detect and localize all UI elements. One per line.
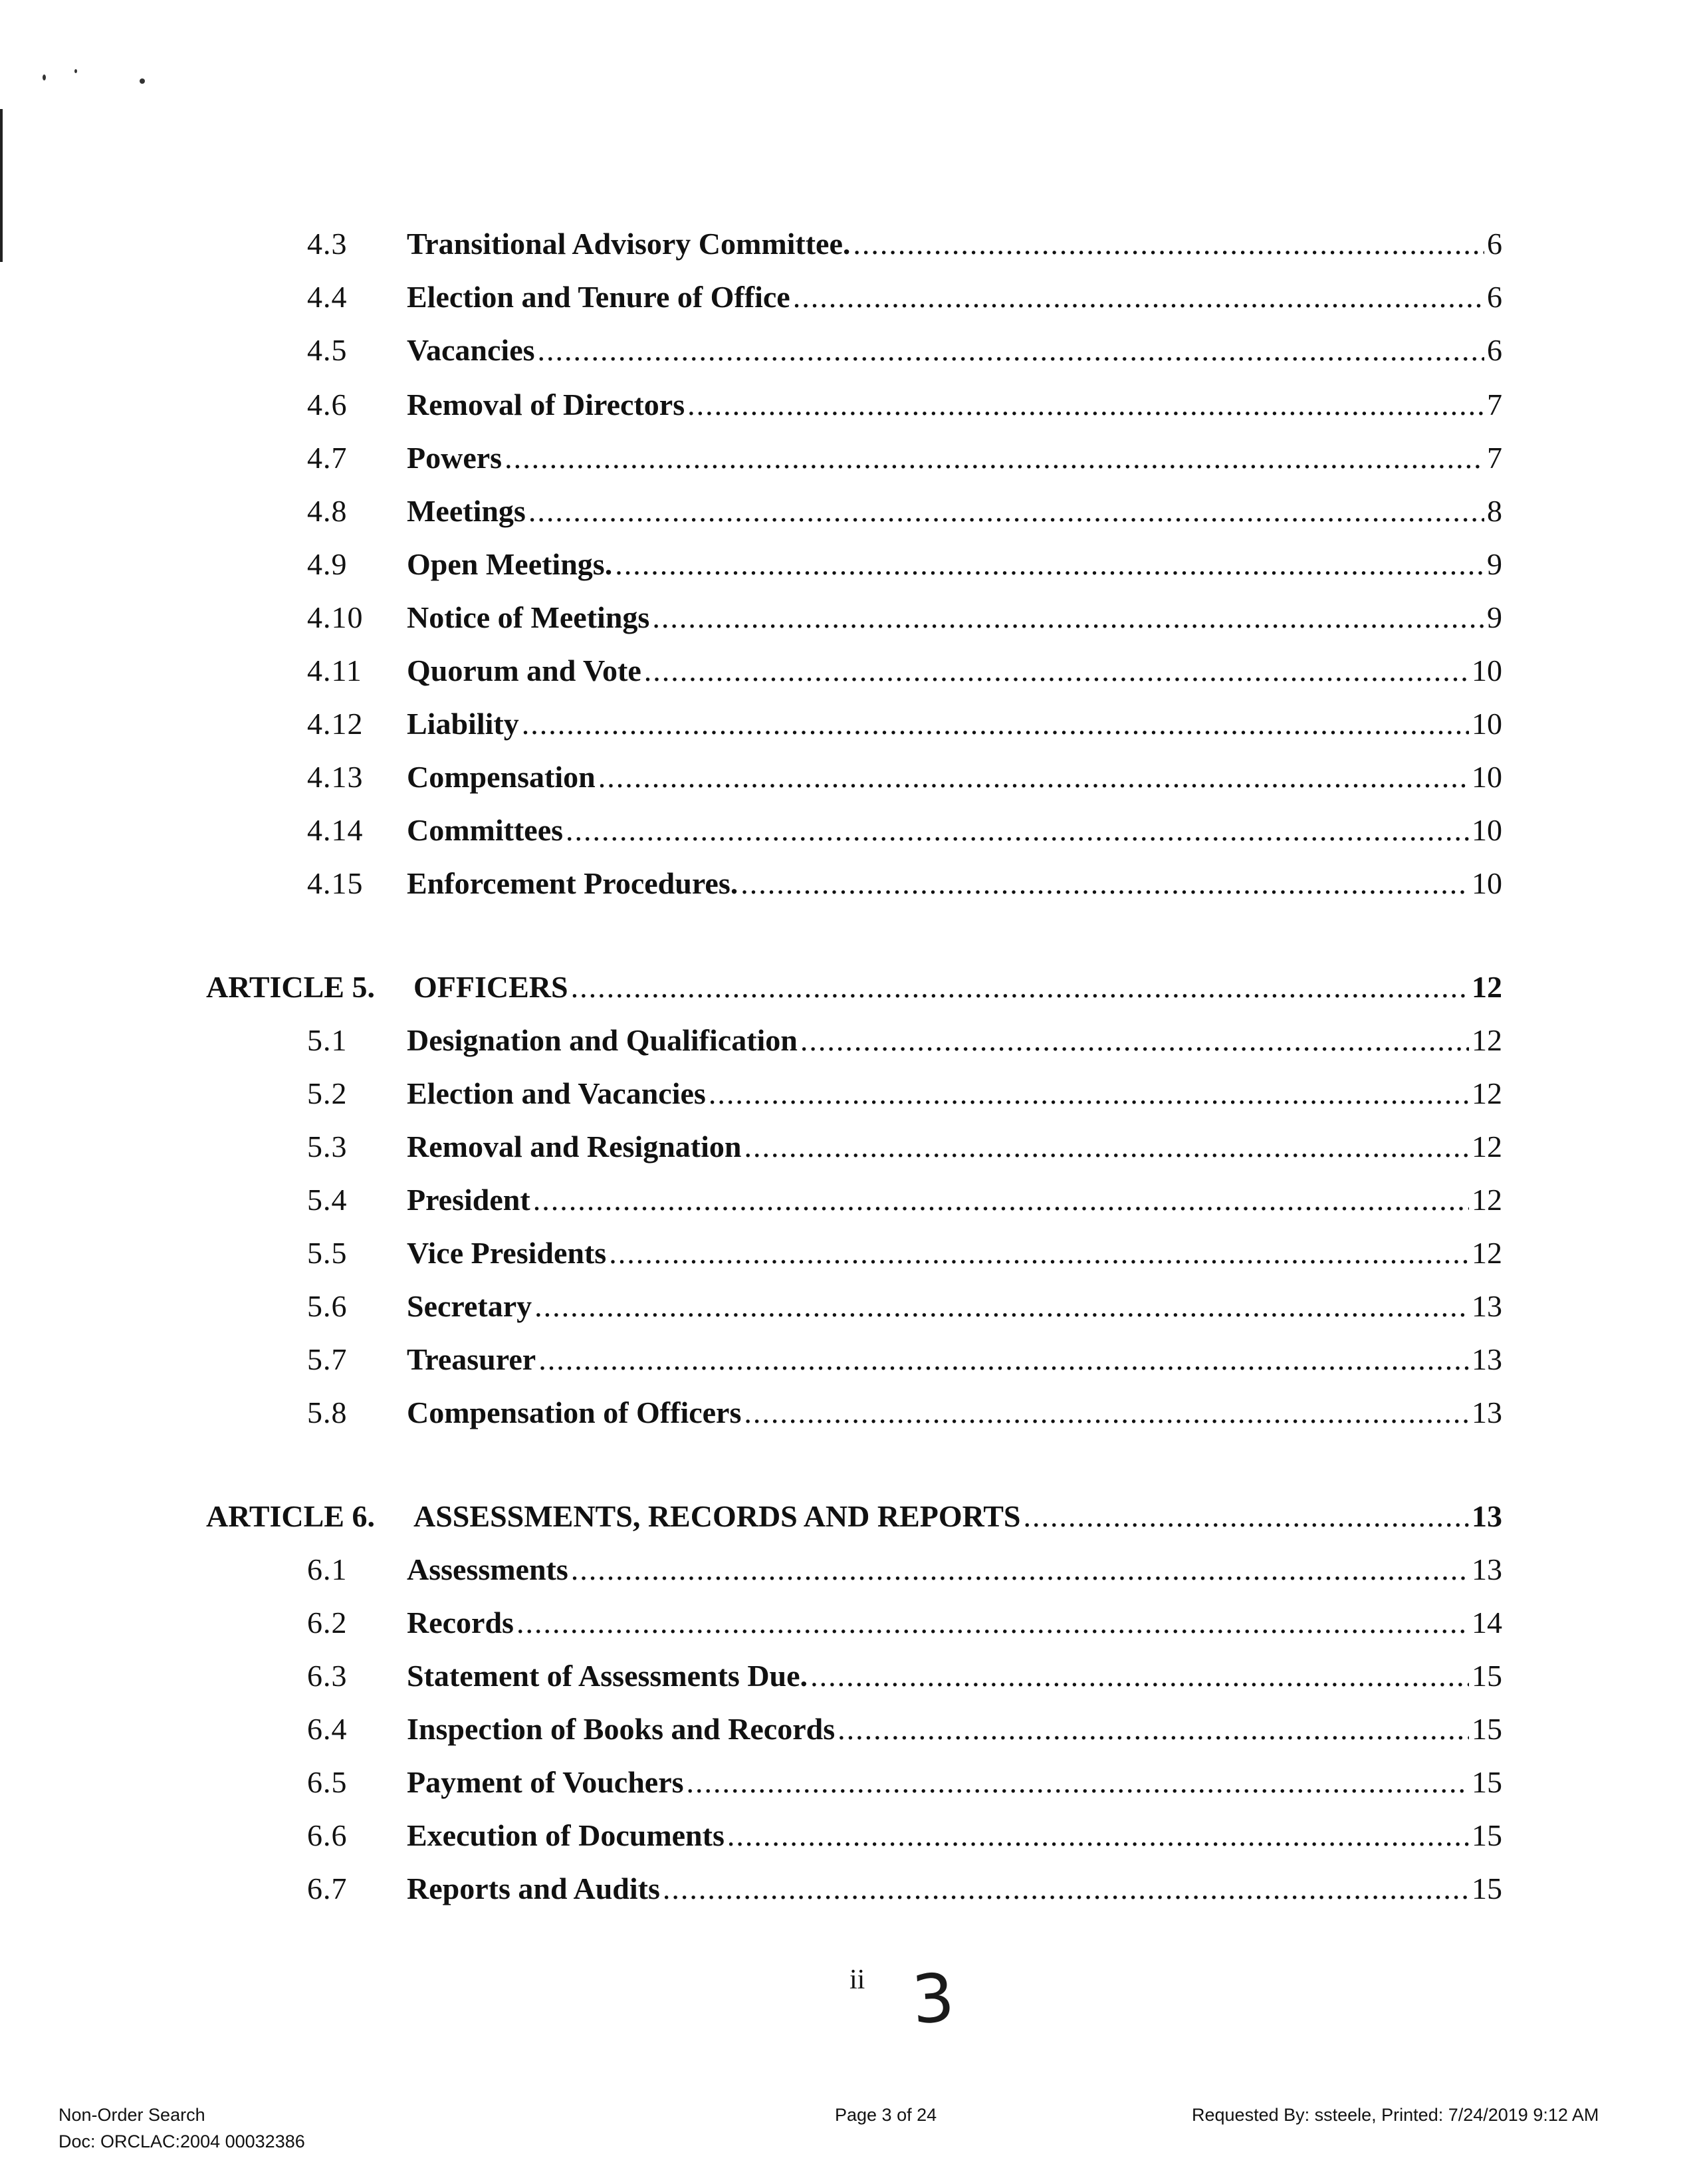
toc-entry-title: Transitional Advisory Committee.	[407, 227, 851, 261]
toc-section-row	[0, 541, 1691, 588]
dot-leader	[538, 327, 1484, 374]
toc-page-number: 6	[1487, 333, 1502, 367]
toc-page-number: 10	[1472, 813, 1502, 847]
dot-leader	[800, 1017, 1469, 1064]
toc-section-number: 4.4	[307, 280, 348, 314]
toc-page-number: 6	[1487, 280, 1502, 314]
toc-entry-title: Secretary	[407, 1289, 532, 1323]
toc-section-row	[0, 1283, 1691, 1330]
toc-section-row	[0, 807, 1691, 854]
toc-page-number: 13	[1472, 1289, 1502, 1323]
toc-section-number: 4.12	[307, 707, 364, 741]
footer-page-of: Page 3 of 24	[835, 2105, 937, 2125]
toc-section-number: 6.6	[307, 1818, 348, 1852]
dot-leader	[516, 1600, 1469, 1646]
toc-section-row	[0, 1600, 1691, 1646]
toc-section-number: 4.13	[307, 760, 364, 794]
toc-section-row	[0, 1070, 1691, 1117]
toc-section-number: 6.2	[307, 1606, 348, 1639]
toc-entry-title: Treasurer	[407, 1342, 536, 1376]
toc-section-number: 4.9	[307, 547, 348, 581]
dot-leader	[1024, 1493, 1469, 1540]
toc-entry-title: Liability	[407, 707, 519, 741]
toc-page-number: 15	[1472, 1659, 1502, 1693]
toc-entry-title: Assessments	[407, 1552, 568, 1586]
toc-section-row	[0, 754, 1691, 800]
toc-entry-title: President	[407, 1183, 530, 1217]
toc-section-number: 5.4	[307, 1183, 348, 1217]
toc-section-number: 4.15	[307, 866, 364, 900]
toc-section-number: 5.7	[307, 1342, 348, 1376]
toc-section-row	[0, 1230, 1691, 1276]
toc-section-row	[0, 435, 1691, 481]
dot-leader	[853, 221, 1484, 267]
toc-section-number: 5.5	[307, 1236, 348, 1270]
scan-speck	[43, 74, 46, 80]
toc-entry-title: Execution of Documents	[407, 1818, 725, 1852]
dot-leader	[505, 435, 1484, 481]
toc-section-row	[0, 1177, 1691, 1223]
toc-section-number: 4.14	[307, 813, 364, 847]
toc-section-row	[0, 1390, 1691, 1436]
toc-page-number: 12	[1472, 1236, 1502, 1270]
toc-entry-title: Vacancies	[407, 333, 535, 367]
dot-leader	[810, 1653, 1469, 1699]
toc-section-row	[0, 1546, 1691, 1593]
toc-page-number: 15	[1472, 1712, 1502, 1746]
toc-page-number: 9	[1487, 600, 1502, 634]
toc-page-number: 15	[1472, 1818, 1502, 1852]
toc-section-row	[0, 221, 1691, 267]
dot-leader	[727, 1812, 1469, 1859]
toc-entry-title: Payment of Vouchers	[407, 1765, 684, 1799]
footer-doc-id: Doc: ORCLAC:2004 00032386	[58, 2131, 305, 2151]
toc-entry-title: Records	[407, 1606, 514, 1639]
toc-entry-title: Meetings	[407, 494, 526, 528]
toc-page-number: 7	[1487, 441, 1502, 475]
toc-section-row	[0, 1706, 1691, 1753]
scan-speck	[74, 69, 77, 73]
toc-section-number: 4.5	[307, 333, 348, 367]
toc-page-number: 13	[1472, 1395, 1502, 1429]
toc-page-number: 12	[1472, 1023, 1502, 1057]
toc-section-number: 4.3	[307, 227, 348, 261]
handwritten-page-number: 3	[909, 1958, 957, 2040]
toc-section-row	[0, 1866, 1691, 1912]
toc-article-number: ARTICLE 6.	[206, 1499, 375, 1533]
dot-leader	[663, 1866, 1469, 1912]
toc-section-row	[0, 1017, 1691, 1064]
toc-entry-title: Removal and Resignation	[407, 1130, 742, 1163]
dot-leader	[598, 754, 1469, 800]
toc-entry-title: Committees	[407, 813, 564, 847]
page-folio: ii	[849, 1965, 865, 1995]
toc-section-number: 4.10	[307, 600, 364, 634]
toc-page-number: 12	[1472, 970, 1502, 1004]
toc-page-number: 12	[1472, 1183, 1502, 1217]
dot-leader	[566, 807, 1469, 854]
toc-section-row	[0, 860, 1691, 907]
toc-section-number: 6.4	[307, 1712, 348, 1746]
toc-entry-title: Designation and Qualification	[407, 1023, 798, 1057]
toc-page-number: 8	[1487, 494, 1502, 528]
toc-page-number: 6	[1487, 227, 1502, 261]
toc-section-row	[0, 274, 1691, 320]
footer-search-type: Non-Order Search	[58, 2105, 205, 2125]
dot-leader	[793, 274, 1484, 320]
toc-section-number: 5.6	[307, 1289, 348, 1323]
toc-entry-title: Open Meetings.	[407, 547, 613, 581]
dot-leader	[538, 1336, 1469, 1383]
toc-page-number: 10	[1472, 654, 1502, 687]
dot-leader	[687, 1759, 1469, 1806]
dot-leader	[740, 860, 1469, 907]
toc-page-number: 10	[1472, 866, 1502, 900]
toc-entry-title: Election and Vacancies	[407, 1076, 706, 1110]
toc-section-row	[0, 488, 1691, 535]
toc-section-number: 4.7	[307, 441, 348, 475]
toc-entry-title: Quorum and Vote	[407, 654, 641, 687]
toc-section-row	[0, 327, 1691, 374]
toc-entry-title: Compensation of Officers	[407, 1395, 742, 1429]
toc-page-number: 13	[1472, 1342, 1502, 1376]
scan-speck	[140, 78, 145, 84]
dot-leader	[534, 1283, 1469, 1330]
toc-section-number: 6.7	[307, 1872, 348, 1905]
dot-leader	[644, 648, 1469, 694]
dot-leader	[652, 594, 1484, 641]
toc-section-row	[0, 1653, 1691, 1699]
dot-leader	[571, 964, 1469, 1011]
toc-article-row	[0, 964, 1691, 1011]
toc-section-number: 5.3	[307, 1130, 348, 1163]
toc-entry-title: Vice Presidents	[407, 1236, 607, 1270]
toc-page-number: 10	[1472, 707, 1502, 741]
toc-section-row	[0, 382, 1691, 428]
toc-entry-title: Statement of Assessments Due.	[407, 1659, 808, 1693]
toc-section-number: 5.8	[307, 1395, 348, 1429]
toc-page-number: 14	[1472, 1606, 1502, 1639]
toc-section-number: 6.5	[307, 1765, 348, 1799]
toc-page-number: 7	[1487, 388, 1502, 422]
dot-leader	[528, 488, 1484, 535]
toc-page-number: 9	[1487, 547, 1502, 581]
toc-entry-title: Enforcement Procedures.	[407, 866, 738, 900]
footer-requested-by: Requested By: ssteele, Printed: 7/24/2019 9:12 AM	[1192, 2105, 1599, 2125]
toc-entry-title: OFFICERS	[413, 970, 568, 1004]
toc-article-row	[0, 1493, 1691, 1540]
toc-section-number: 4.6	[307, 388, 348, 422]
dot-leader	[744, 1124, 1469, 1170]
toc-section-row	[0, 594, 1691, 641]
dot-leader	[838, 1706, 1469, 1753]
toc-entry-title: Inspection of Books and Records	[407, 1712, 836, 1746]
dot-leader	[744, 1390, 1469, 1436]
toc-section-number: 4.11	[307, 654, 362, 687]
toc-entry-title: Removal of Directors	[407, 388, 685, 422]
toc-section-number: 5.1	[307, 1023, 348, 1057]
dot-leader	[533, 1177, 1469, 1223]
dot-leader	[609, 1230, 1469, 1276]
dot-leader	[522, 701, 1469, 747]
toc-section-row	[0, 648, 1691, 694]
toc-section-number: 4.8	[307, 494, 348, 528]
toc-entry-title: Reports and Audits	[407, 1872, 660, 1905]
toc-section-number: 5.2	[307, 1076, 348, 1110]
toc-page-number: 15	[1472, 1765, 1502, 1799]
toc-page-number: 13	[1472, 1499, 1502, 1533]
dot-leader	[571, 1546, 1469, 1593]
toc-section-row	[0, 1336, 1691, 1383]
toc-section-row	[0, 701, 1691, 747]
toc-article-number: ARTICLE 5.	[206, 970, 375, 1004]
toc-page-number: 12	[1472, 1076, 1502, 1110]
toc-section-row	[0, 1124, 1691, 1170]
toc-entry-title: Compensation	[407, 760, 596, 794]
dot-leader	[687, 382, 1484, 428]
toc-page-number: 12	[1472, 1130, 1502, 1163]
toc-page-number: 13	[1472, 1552, 1502, 1586]
toc-entry-title: Election and Tenure of Office	[407, 280, 790, 314]
toc-entry-title: Powers	[407, 441, 503, 475]
toc-section-number: 6.1	[307, 1552, 348, 1586]
toc-section-row	[0, 1812, 1691, 1859]
toc-section-number: 6.3	[307, 1659, 348, 1693]
toc-section-row	[0, 1759, 1691, 1806]
dot-leader	[709, 1070, 1469, 1117]
toc-entry-title: ASSESSMENTS, RECORDS AND REPORTS	[413, 1499, 1021, 1533]
dot-leader	[615, 541, 1484, 588]
toc-entry-title: Notice of Meetings	[407, 600, 650, 634]
toc-page-number: 15	[1472, 1872, 1502, 1905]
toc-page-number: 10	[1472, 760, 1502, 794]
